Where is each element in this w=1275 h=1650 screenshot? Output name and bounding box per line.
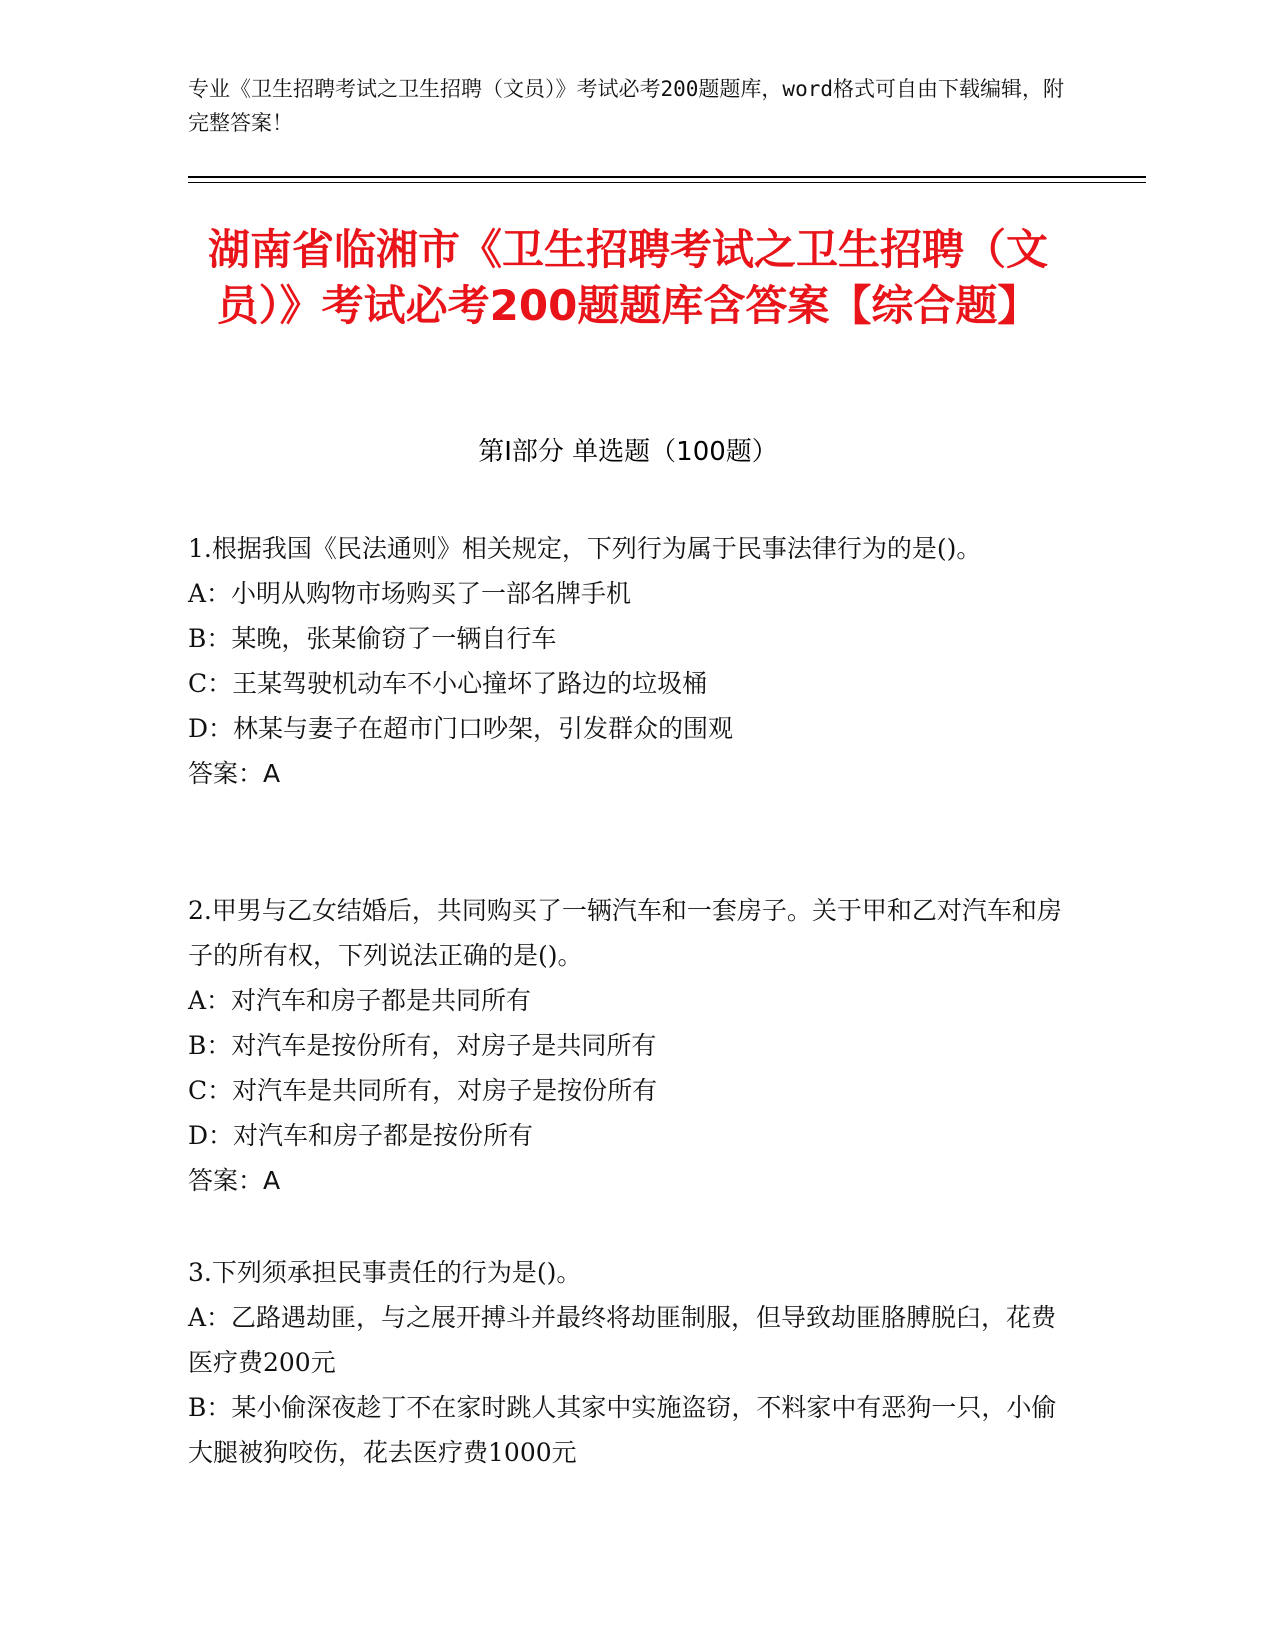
option-b: B：某晚，张某偷窃了一辆自行车 [188,624,557,653]
section-heading: 第I部分 单选题（100题） [478,437,778,467]
question-stem: 1.根据我国《民法通则》相关规定，下列行为属于民事法律行为的是()。 [188,534,982,563]
option-c: C：对汽车是共同所有，对房子是按份所有 [188,1076,658,1105]
option-a: A：乙路遇劫匪，与之展开搏斗并最终将劫匪制服，但导致劫匪胳膊脱臼，花费医疗费200元 [188,1303,1057,1377]
option-d: D：对汽车和房子都是按份所有 [188,1121,534,1150]
question-1 [188,526,1068,796]
question-stem: 3.下列须承担民事责任的行为是()。 [188,1258,582,1287]
question-2 [188,888,1068,1203]
document-title: 湖南省临湘市《卫生招聘考试之卫生招聘（文员）》考试必考200题题库含答案【综合题】 [207,225,1048,330]
option-a: A：对汽车和房子都是共同所有 [188,986,532,1015]
header-note: 专业《卫生招聘考试之卫生招聘（文员）》考试必考200题题库，word格式可自由下载编辑，附完整答案！ [188,77,1064,135]
option-b: B：某小偷深夜趁丁不在家时跳人其家中实施盗窃，不料家中有恶狗一只，小偷大腿被狗咬伤，花去医疗费1000元 [188,1393,1057,1467]
answer: 答案：A [188,1166,281,1195]
header-rule-thin [188,182,1146,183]
option-a: A：小明从购物市场购买了一部名牌手机 [188,579,632,608]
option-b: B：对汽车是按份所有，对房子是共同所有 [188,1031,657,1060]
header-rule-thick [188,176,1146,178]
question-stem: 2.甲男与乙女结婚后，共同购买了一辆汽车和一套房子。关于甲和乙对汽车和房子的所有权，下列说法正确的是()。 [188,896,1062,970]
question-3 [188,1250,1068,1475]
answer: 答案：A [188,759,281,788]
option-c: C：王某驾驶机动车不小心撞坏了路边的垃圾桶 [188,669,708,698]
option-d: D：林某与妻子在超市门口吵架，引发群众的围观 [188,714,734,743]
